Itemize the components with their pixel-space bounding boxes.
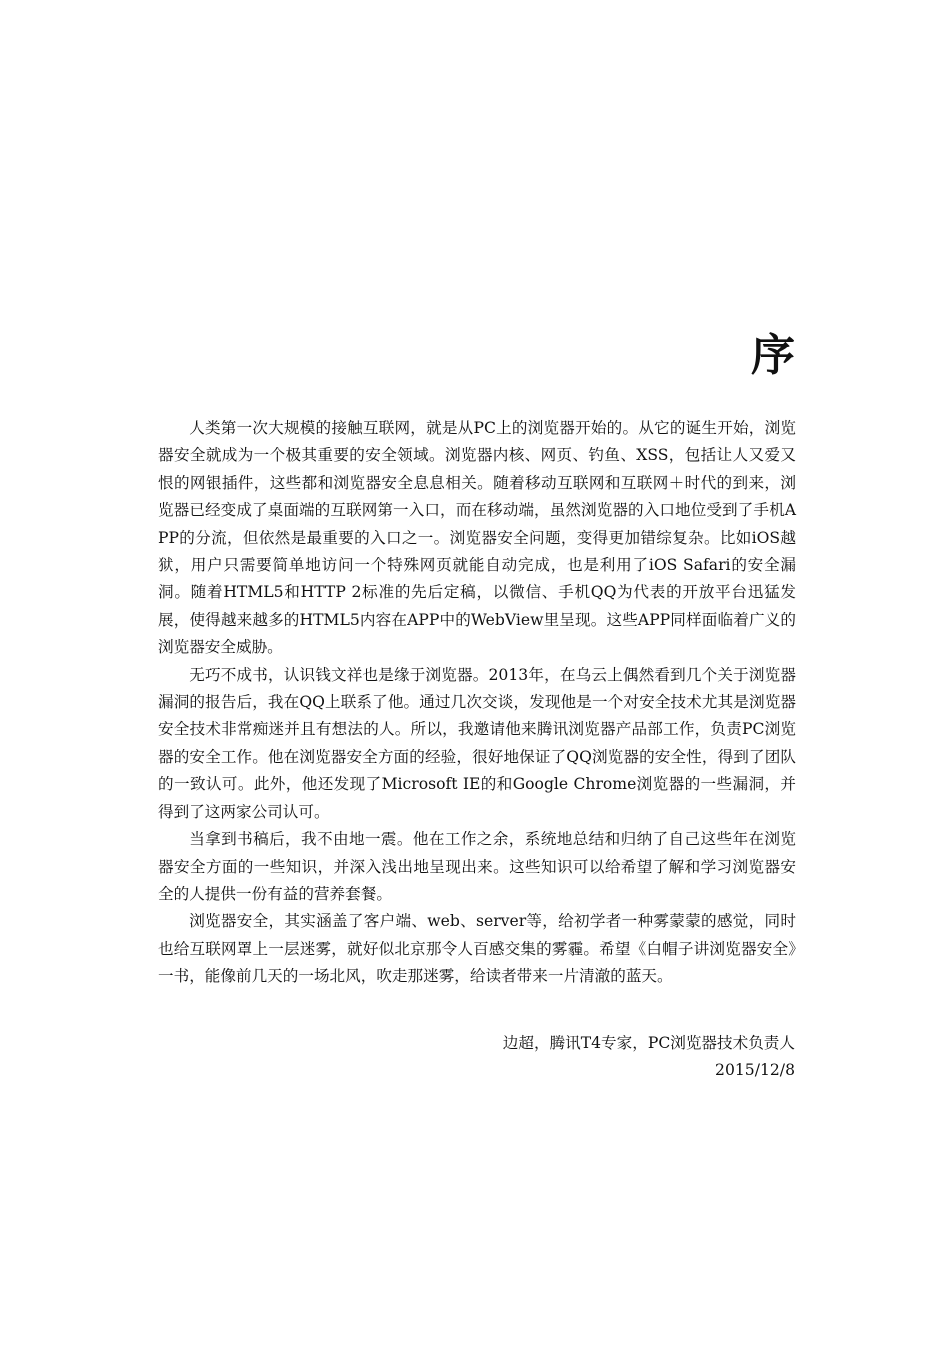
page-title: 序 [751,330,795,381]
signature-date: 2015/12/8 [715,1061,795,1080]
paragraph-3: 当拿到书稿后，我不由地一震。他在工作之余，系统地总结和归纳了自己这些年在浏览器安全方面的一些知识，并深入浅出地呈现出来。这些知识可以给希望了解和学习浏览器安全的人提供一份有益的营养套餐。 [158,830,796,903]
paragraph-2: 无巧不成书，认识钱文祥也是缘于浏览器。2013年，在乌云上偶然看到几个关于浏览器漏洞的报告后，我在QQ上联系了他。通过几次交谈，发现他是一个对安全技术尤其是浏览器安全技术非常痴迷并且有想法的人。所以，我邀请他来腾讯浏览器产品部工作，负责PC浏览器的安全工作。他在浏览器安全方面的经验，很好地保证了QQ浏览器的安全性，得到了团队的一致认可。此外，他还发现了Microsoft IE的和Google Chrome浏览器的一些漏洞，并得到了这两家公司认可。 [158,665,796,821]
signature-block [503,1030,795,1085]
signature-author: 边超，腾讯T4专家，PC浏览器技术负责人 [502,1034,795,1052]
preface-body [158,415,796,991]
paragraph-1: 人类第一次大规模的接触互联网，就是从PC上的浏览器开始的。从它的诞生开始，浏览器安全就成为一个极其重要的安全领域。浏览器内核、网页、钓鱼、XSS，包括让人又爱又恨的网银插件，这些都和浏览器安全息息相关。随着移动互联网和互联网＋时代的到来，浏览器已经变成了桌面端的互联网第一入口，而在移动端，虽然浏览器的入口地位受到了手机APP的分流，但依然是最重要的入口之一。浏览器安全问题，变得更加错综复杂。比如iOS越狱，用户只需要简单地访问一个特殊网页就能自动完成，也是利用了iOS Safari的安全漏洞。随着HTML5和HTTP 2标准的先后定稿，以微信、手机QQ为代表的开放平台迅猛发展，使得越来越多的HTML5内容在APP中的WebView里呈现。这些APP同样面临着广义的浏览器安全威胁。 [158,419,796,657]
paragraph-4: 浏览器安全，其实涵盖了客户端、web、server等，给初学者一种雾蒙蒙的感觉，同时也给互联网罩上一层迷雾，就好似北京那令人百感交集的雾霾。希望《白帽子讲浏览器安全》一书，能像前几天的一场北风，吹走那迷雾，给读者带来一片清澈的蓝天。 [158,912,796,986]
